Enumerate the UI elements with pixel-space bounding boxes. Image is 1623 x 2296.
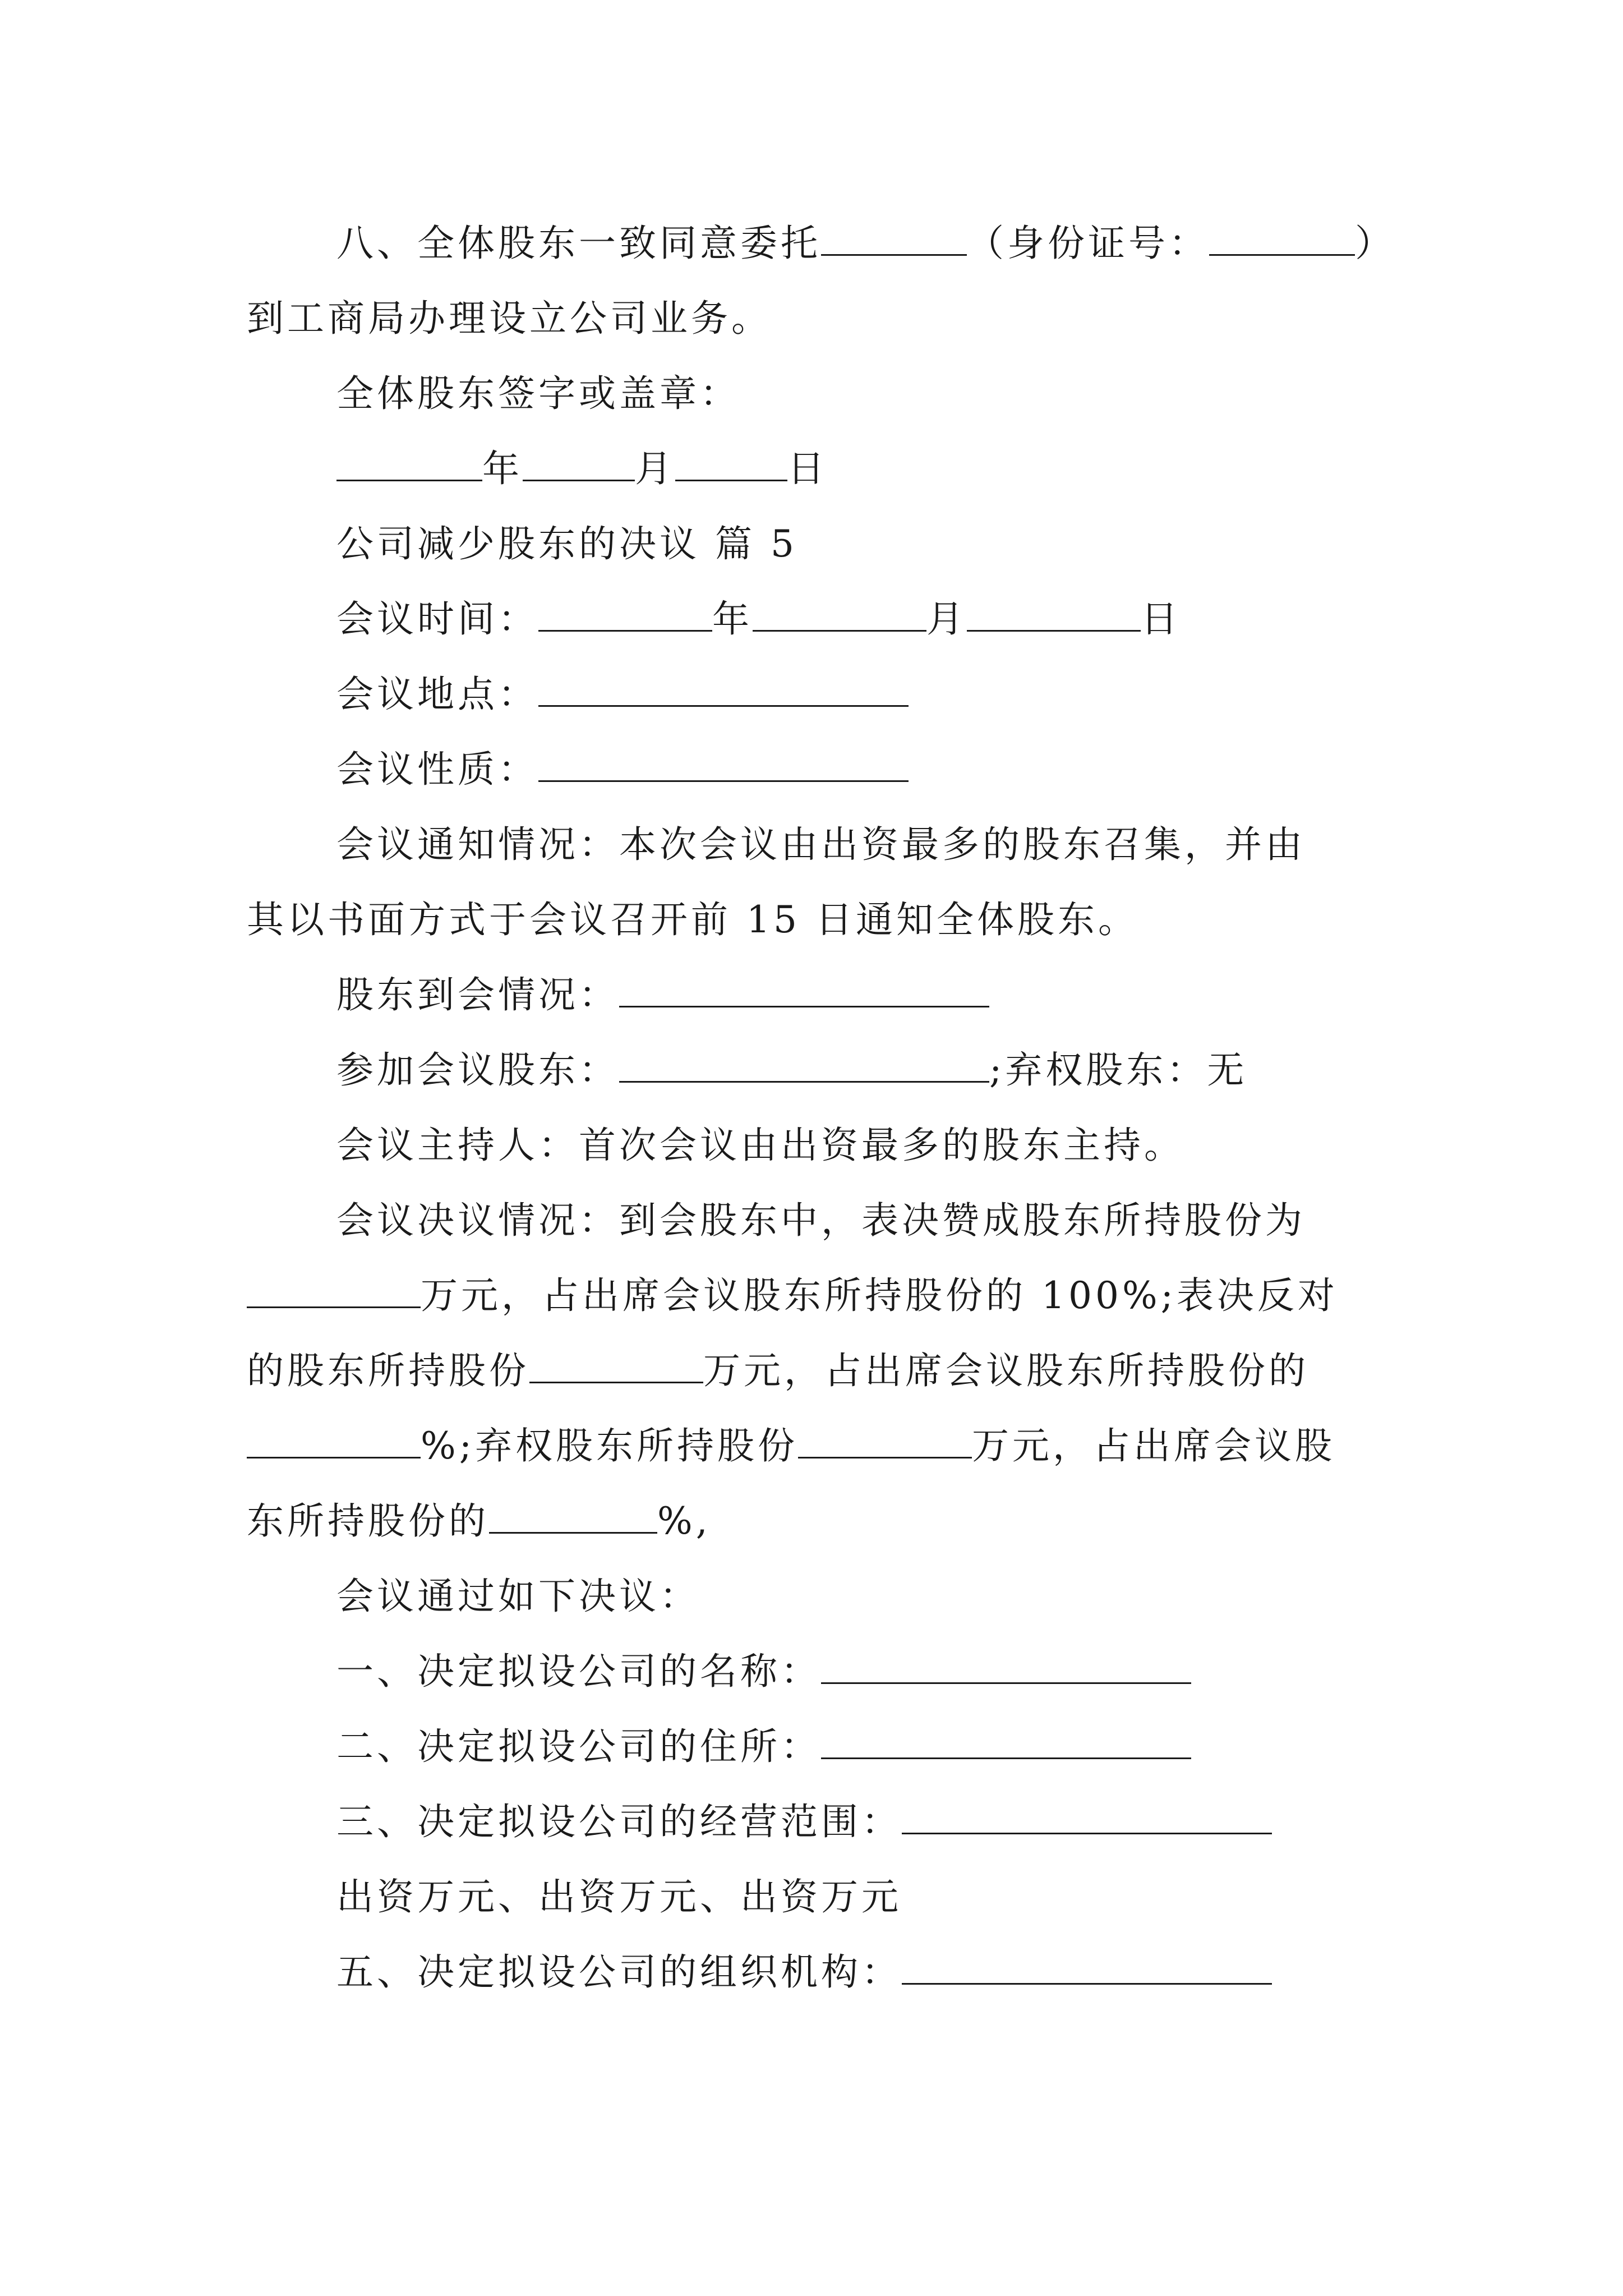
resolution-address-label: 二、决定拟设公司的住所：: [336, 1725, 821, 1768]
meeting-time-line: [336, 595, 1181, 644]
approve-shares-text: 万元，占出席会议股东所持股份的 100%;表决反对: [421, 1274, 1338, 1317]
meeting-day-label: 日: [1141, 597, 1181, 641]
approve-shares-blank: [247, 1273, 421, 1308]
abstain-percent-label: 东所持股份的: [247, 1499, 489, 1543]
abstain-text: ;弃权股东：无: [989, 1048, 1248, 1092]
resolution-status-line-2: [247, 1271, 1338, 1320]
resolution-name-line: [336, 1647, 1191, 1696]
capital-contribution-line: 出资万元、出资万元、出资万元: [336, 1875, 902, 1918]
meeting-day-blank: [967, 596, 1141, 632]
business-scope-blank: [902, 1799, 1272, 1834]
resolution-name-label: 一、决定拟设公司的名称：: [336, 1650, 821, 1693]
month-blank: [523, 446, 635, 481]
abstain-shares-blank: [798, 1423, 972, 1458]
participants-line: [336, 1046, 1247, 1095]
month-label: 月: [635, 447, 675, 490]
abstain-shares-text: 万元，占出席会议股: [971, 1424, 1335, 1467]
resolution-address-line: [336, 1722, 1191, 1772]
resolution-status-line: 会议决议情况：到会股东中，表决赞成股东所持股份为: [336, 1199, 1306, 1242]
year-label: 年: [482, 447, 523, 490]
meeting-notice-continuation: 其以书面方式于会议召开前 15 日通知全体股东。: [247, 898, 1138, 941]
agent-name-blank: [821, 220, 967, 256]
id-number-label: （身份证号：: [967, 222, 1209, 265]
clause-eight-line: [336, 219, 1395, 268]
meeting-place-blank: [538, 671, 909, 707]
abstain-percent-blank: [489, 1498, 657, 1534]
resolution-scope-label: 三、决定拟设公司的经营范围：: [336, 1800, 902, 1843]
company-address-blank: [821, 1724, 1191, 1759]
meeting-nature-blank: [538, 747, 909, 782]
meeting-month-label: 月: [926, 597, 967, 641]
org-structure-blank: [902, 1949, 1272, 1985]
resolution-status-line-5: [247, 1497, 711, 1546]
year-blank: [336, 446, 482, 481]
clause-eight-continuation: 到工商局办理设立公司业务。: [247, 297, 772, 340]
chair-line: 会议主持人：首次会议由出资最多的股东主持。: [336, 1124, 1184, 1167]
id-number-blank: [1209, 220, 1355, 256]
meeting-notice-line: 会议通知情况：本次会议由出资最多的股东召集，并由: [336, 823, 1306, 866]
signature-date-line: [336, 444, 828, 494]
meeting-place-line: [336, 670, 909, 719]
oppose-shares-blank: [529, 1348, 703, 1383]
attendance-blank: [619, 972, 989, 1007]
resolution-status-line-3: [247, 1346, 1309, 1396]
oppose-shares-text: 万元，占出席会议股东所持股份的: [703, 1349, 1309, 1392]
company-name-blank: [821, 1649, 1191, 1684]
signature-label: 全体股东签字或盖章：: [336, 372, 740, 415]
day-label: 日: [787, 447, 828, 490]
resolution-structure-line: [336, 1948, 1272, 1997]
day-blank: [675, 446, 787, 481]
meeting-nature-line: [336, 745, 909, 794]
resolution-scope-line: [336, 1797, 1272, 1847]
meeting-year-label: 年: [712, 597, 753, 641]
clause-eight-text: 八、全体股东一致同意委托: [336, 222, 821, 265]
meeting-year-blank: [538, 596, 712, 632]
abstain-percent-sign: %,: [657, 1499, 711, 1543]
resolutions-heading: 会议通过如下决议：: [336, 1575, 700, 1618]
attendance-label: 股东到会情况：: [336, 973, 619, 1016]
meeting-month-blank: [753, 596, 926, 632]
oppose-shares-label: 的股东所持股份: [247, 1349, 529, 1392]
abstain-shares-label: %;弃权股东所持股份: [421, 1424, 798, 1467]
close-paren: ）: [1355, 222, 1395, 265]
resolution-status-line-4: [247, 1421, 1335, 1471]
attendance-line: [336, 970, 989, 1020]
section-title: 公司减少股东的决议 篇 5: [336, 522, 797, 565]
meeting-nature-label: 会议性质：: [336, 748, 538, 791]
participants-blank: [619, 1047, 989, 1083]
meeting-place-label: 会议地点：: [336, 673, 538, 716]
participants-label: 参加会议股东：: [336, 1048, 619, 1092]
resolution-structure-label: 五、决定拟设公司的组织机构：: [336, 1950, 902, 1994]
meeting-time-label: 会议时间：: [336, 597, 538, 641]
oppose-percent-blank: [247, 1423, 421, 1458]
